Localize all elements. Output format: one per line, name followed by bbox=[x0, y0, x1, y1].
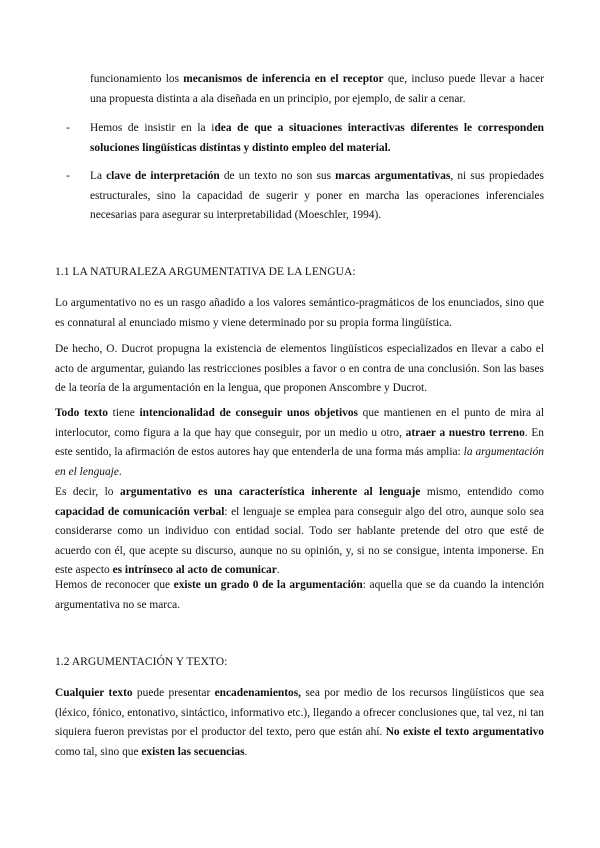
paragraph: De hecho, O. Ducrot propugna la existencia de elementos lingüísticos especializados en llevar a cabo el acto de argumentar, guiando las restricciones posibles a favor o en contra de una conclusión. Son las bases de la teoría de la argumentación en la lengua, que proponen Anscombre y Ducrot. bbox=[55, 343, 544, 395]
section-heading: 1.2 ARGUMENTACIÓN Y TEXTO: bbox=[55, 655, 228, 668]
bold-phrase: clave de interpretación bbox=[106, 170, 220, 182]
section-heading: 1.1 LA NATURALEZA ARGUMENTATIVA DE LA LENGUA: bbox=[55, 265, 356, 278]
italic-phrase: la argumentación en el lenguaje bbox=[55, 446, 544, 478]
bullet-item: Hemos de insistir en la idea de que a situaciones interactivas diferentes le corresponden soluciones lingüísticas distintas y distinto empleo del material. bbox=[90, 122, 544, 154]
paragraph: Lo argumentativo no es un rasgo añadido a los valores semántico-pragmáticos de los enunciados, sino que es connatural al enunciado mismo y viene determinado por su propia forma lingüística. bbox=[55, 297, 544, 329]
bullet-dash: - bbox=[66, 170, 70, 182]
paragraph: Es decir, lo argumentativo es una característica inherente al lenguaje mismo, entendido como capacidad de comunicación verbal: el lenguaje se emplea para conseguir algo del otro, aunque solo sea considerarse como un individuo con entidad social. Todo ser hablante pretende del otro que esté de acuerdo con él, que acepte su discurso, aunque no su opinión, y, si no se consigue, intenta imponerse. En este aspecto es intrínseco al acto de comunicar. bbox=[55, 486, 544, 577]
bullet-item: La clave de interpretación de un texto no son sus marcas argumentativas, ni sus propiedades estructurales, sino la capacidad de sugerir y poner en marcha las operaciones inferenciales necesarias para asegurar su interpretabilidad (Moeschler, 1994). bbox=[90, 170, 544, 222]
bold-phrase: mecanismos de inferencia en el receptor bbox=[183, 73, 384, 85]
bold-phrase: dea de que a situaciones interactivas diferentes le corresponden soluciones lingüísticas distintas y distinto empleo del material. bbox=[90, 122, 544, 154]
paragraph: Todo texto tiene intencionalidad de conseguir unos objetivos que mantienen en el punto de mira al interlocutor, como figura a la que hay que conseguir, por un medio u otro, atraer a nuestro terreno. En este sentido, la afirmación de estos autores hay que entenderla de una forma más amplia: la argumentación en el lenguaje. bbox=[55, 407, 544, 478]
paragraph: Hemos de reconocer que existe un grado 0 de la argumentación: aquella que se da cuando la intención argumentativa no se marca. bbox=[55, 579, 545, 611]
bullet-dash: - bbox=[66, 122, 70, 134]
paragraph: Cualquier texto puede presentar encadenamientos, sea por medio de los recursos lingüísticos que sea (léxico, fónico, entonativo, sintáctico, informativo etc.), llegando a ofrecer conclusiones que, tal vez, ni tan siquiera fueron previstas por el productor del texto, pero que están ahí. No existe el texto argumentativo como tal, sino que existen las secuencias. bbox=[55, 687, 545, 758]
bold-phrase: marcas argumentativas bbox=[335, 170, 451, 182]
continuation-paragraph: funcionamiento los mecanismos de inferencia en el receptor que, incluso puede llevar a hacer una propuesta distinta a ala diseñada en un principio, por ejemplo, de salir a cenar. bbox=[90, 73, 544, 105]
